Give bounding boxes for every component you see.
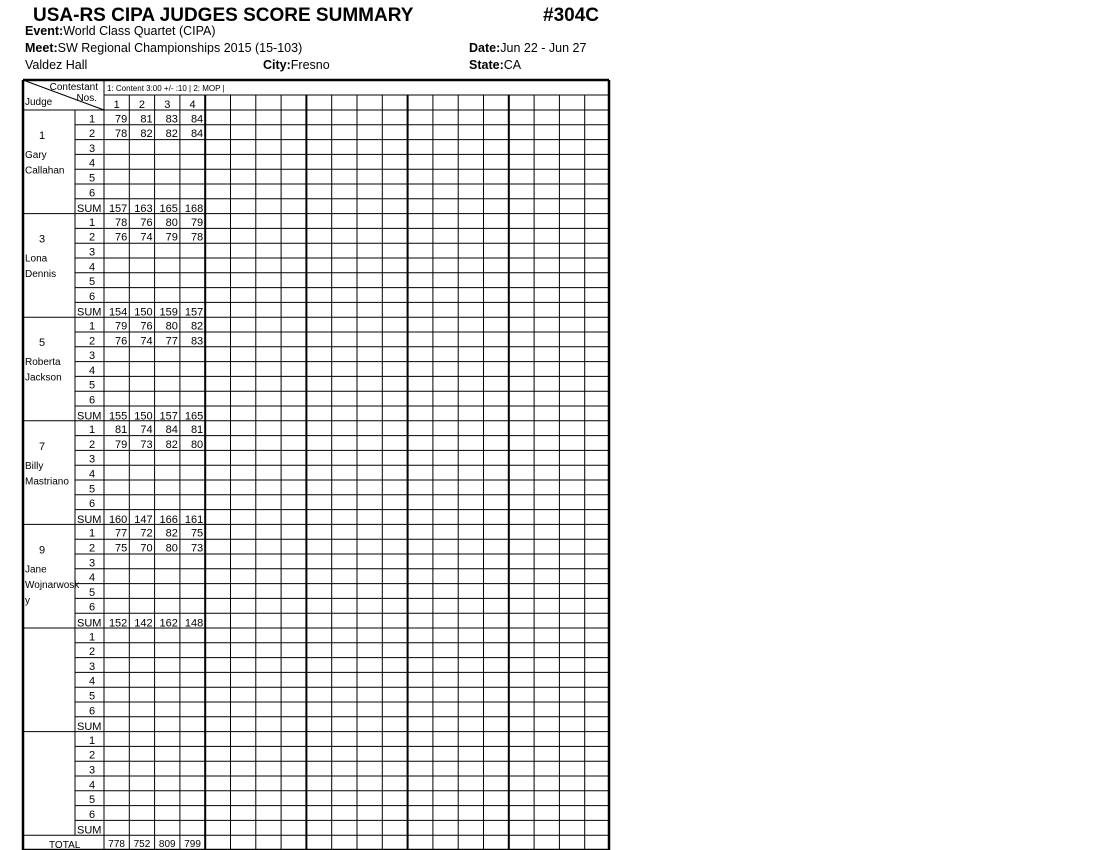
score-cell: 82 [165, 438, 178, 451]
date-label: Date: [469, 41, 501, 55]
score-cell: 82 [165, 128, 178, 141]
score-cell: 83 [165, 113, 178, 126]
sum-value: 152 [108, 617, 128, 630]
sum-value: 157 [108, 203, 128, 216]
score-cell: 84 [165, 424, 178, 437]
score-cell: 77 [165, 335, 178, 348]
row-number: 3 [88, 142, 96, 155]
sum-label: SUM [77, 306, 102, 319]
row-number: 3 [88, 557, 96, 570]
score-cell: 79 [115, 320, 128, 333]
row-number: 6 [88, 601, 96, 614]
row-number: 4 [88, 468, 96, 481]
score-cell: 73 [190, 542, 204, 555]
judge-name: Callahan [25, 165, 65, 177]
score-cell: 80 [165, 216, 178, 229]
row-number: 2 [88, 128, 96, 141]
event-label: Event: [25, 24, 64, 38]
total-value: 778 [108, 839, 125, 850]
row-number: 6 [88, 705, 96, 718]
row-number: 4 [88, 364, 96, 377]
judge-name: Roberta [25, 357, 61, 369]
row-number: 2 [88, 335, 96, 348]
row-number: 6 [88, 498, 96, 511]
row-number: 2 [88, 231, 96, 244]
row-number: 3 [88, 764, 96, 777]
judge-number: 9 [38, 544, 46, 557]
sum-value: 166 [159, 513, 178, 526]
judge-number: 1 [38, 130, 46, 142]
score-cell: 81 [140, 113, 153, 126]
score-cell: 80 [165, 542, 178, 555]
sum-value: 160 [108, 513, 128, 526]
row-number: 3 [88, 453, 96, 466]
row-number: 3 [88, 350, 96, 363]
row-number: 2 [88, 749, 96, 762]
score-cell: 80 [165, 320, 178, 333]
sum-value: 165 [159, 203, 178, 216]
total-value: 752 [133, 839, 151, 850]
sum-value: 150 [134, 410, 153, 423]
sum-value: 147 [134, 513, 153, 526]
score-cell: 76 [115, 335, 128, 348]
sum-value: 154 [108, 306, 128, 319]
row-number: 5 [88, 276, 96, 289]
contestant-number: 1 [113, 99, 120, 111]
sum-value: 163 [134, 203, 153, 216]
row-number: 6 [88, 187, 96, 200]
criteria-text: 1: Content 3:00 +/- :10 | 2: MOP | [107, 84, 225, 93]
row-number: 2 [88, 542, 96, 555]
score-cell: 84 [190, 113, 204, 126]
score-cell: 70 [140, 542, 153, 555]
sum-label: SUM [77, 617, 102, 630]
score-cell: 75 [115, 542, 128, 555]
contestant-number: 4 [189, 99, 196, 111]
event-value: World Class Quartet (CIPA) [63, 24, 216, 38]
score-cell: 75 [190, 527, 204, 540]
score-cell: 83 [190, 335, 204, 348]
city-label: City: [263, 58, 291, 72]
row-number: 4 [88, 572, 96, 585]
score-cell: 79 [190, 216, 204, 229]
total-value: 809 [158, 839, 176, 850]
sum-value: 148 [184, 617, 204, 630]
score-cell: 76 [140, 320, 153, 333]
score-cell: 79 [165, 231, 178, 244]
page-title: USA-RS CIPA JUDGES SCORE SUMMARY [33, 5, 414, 26]
nos-label: Nos. [76, 93, 97, 104]
row-number: 1 [88, 113, 96, 126]
score-cell: 78 [115, 128, 128, 141]
score-cell: 79 [115, 438, 128, 451]
row-number: 5 [88, 586, 96, 599]
total-label: TOTAL [49, 840, 81, 850]
sum-label: SUM [77, 721, 102, 734]
score-cell: 74 [140, 424, 153, 437]
document-number: #304C [543, 5, 599, 26]
row-number: 6 [88, 394, 96, 407]
judge-name: Wojnarwosk [25, 579, 80, 591]
score-cell: 72 [140, 527, 153, 540]
judge-number: 7 [38, 440, 46, 453]
score-cell: 78 [190, 231, 204, 244]
row-number: 5 [88, 690, 96, 703]
total-value: 799 [184, 839, 201, 850]
sum-value: 161 [184, 513, 204, 526]
row-number: 1 [88, 631, 96, 644]
sum-label: SUM [77, 824, 102, 837]
contestant-number: 2 [138, 99, 146, 111]
score-cell: 78 [115, 216, 128, 229]
sum-value: 150 [134, 306, 153, 319]
judge-number: 5 [38, 337, 46, 350]
row-number: 1 [88, 527, 96, 540]
meet-value: SW Regional Championships 2015 (15-103) [57, 41, 303, 55]
score-cell: 84 [190, 128, 204, 141]
score-cell: 81 [190, 424, 204, 437]
row-number: 3 [88, 660, 96, 673]
row-number: 4 [88, 779, 96, 792]
sum-value: 168 [184, 203, 204, 216]
row-number: 5 [88, 794, 96, 807]
sum-label: SUM [77, 203, 102, 216]
row-number: 6 [88, 808, 96, 821]
score-cell: 81 [115, 424, 128, 437]
date-value: Jun 22 - Jun 27 [500, 41, 587, 55]
row-number: 4 [88, 157, 96, 170]
venue: Valdez Hall [25, 58, 88, 72]
state-value: CA [503, 58, 522, 72]
row-number: 3 [88, 246, 96, 259]
sum-value: 157 [159, 410, 178, 423]
judge-name: y [25, 595, 30, 607]
state-label: State: [469, 58, 504, 72]
sum-value: 159 [159, 306, 178, 319]
sum-label: SUM [77, 410, 102, 423]
contestant-label: Contestant [49, 82, 98, 93]
row-number: 4 [88, 261, 96, 274]
row-number: 5 [88, 483, 96, 496]
meet-label: Meet: [25, 41, 58, 55]
sum-value: 165 [184, 410, 204, 423]
row-number: 4 [88, 675, 96, 688]
city-value: Fresno [290, 58, 330, 72]
score-cell: 82 [190, 320, 204, 333]
score-cell: 76 [140, 216, 153, 229]
sum-value: 142 [134, 617, 153, 630]
sum-value: 162 [159, 617, 178, 630]
judge-name: Billy [25, 460, 44, 472]
judge-name: Dennis [25, 269, 57, 281]
row-number: 2 [88, 438, 96, 451]
score-cell: 80 [190, 438, 204, 451]
score-cell: 73 [140, 438, 153, 451]
score-cell: 82 [140, 128, 153, 141]
score-cell: 77 [115, 527, 128, 540]
row-number: 2 [88, 646, 96, 659]
score-cell: 74 [140, 335, 153, 348]
judge-name: Gary [25, 150, 47, 161]
score-cell: 76 [115, 231, 128, 244]
sum-value: 155 [108, 410, 128, 423]
judge-name: Jackson [25, 372, 62, 384]
row-number: 5 [88, 379, 96, 392]
judge-name: Jane [25, 564, 47, 576]
judge-name: Mastriano [25, 476, 69, 488]
row-number: 1 [88, 424, 96, 437]
score-cell: 82 [165, 527, 178, 540]
row-number: 5 [88, 172, 96, 185]
row-number: 1 [88, 216, 96, 229]
judge-number: 3 [38, 233, 46, 246]
sum-value: 157 [184, 306, 204, 319]
row-number: 1 [88, 734, 96, 747]
contestant-number: 3 [164, 99, 171, 111]
row-number: 6 [88, 290, 96, 303]
score-cell: 79 [115, 113, 128, 126]
score-cell: 74 [140, 231, 153, 244]
judge-label: Judge [25, 97, 53, 108]
row-number: 1 [88, 320, 96, 333]
judge-name: Lona [25, 253, 48, 265]
sum-label: SUM [77, 513, 102, 526]
